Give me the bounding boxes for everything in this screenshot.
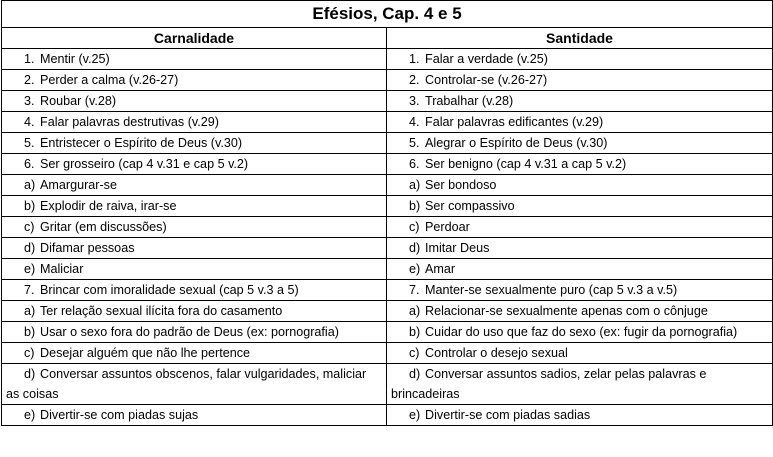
item-marker: d) [409,241,421,255]
item-text: Amargurar-se [40,178,117,192]
item-text: Roubar (v.28) [40,94,117,108]
santidade-cell [387,405,773,426]
table-title: Efésios, Cap. 4 e 5 [2,1,773,28]
table-row [2,322,773,343]
table-row [2,70,773,91]
item-text: Falar a verdade (v.25) [425,52,548,66]
item-text: Conversar assuntos sadios, zelar pelas palavras e brincadeiras [391,367,707,401]
item-marker: b) [24,325,36,339]
item-text: Alegrar o Espírito de Deus (v.30) [425,136,608,150]
santidade-cell [387,217,773,238]
item-marker: 7. [24,283,35,297]
item-text: Mentir (v.25) [40,52,110,66]
item-marker: 4. [24,115,35,129]
item-marker: d) [409,367,421,381]
item-marker: a) [409,304,421,318]
item-marker: e) [409,408,421,422]
item-text: Ser benigno (cap 4 v.31 a cap 5 v.2) [425,157,627,171]
item-marker: a) [409,178,421,192]
item-text: Gritar (em discussões) [40,220,167,234]
santidade-cell [387,133,773,154]
carnalidade-cell [2,91,387,112]
item-text: Usar o sexo fora do padrão de Deus (ex: pornografia) [40,325,339,339]
carnalidade-cell [2,49,387,70]
item-text: Amar [425,262,456,276]
santidade-cell [387,49,773,70]
carnalidade-cell [2,112,387,133]
item-text: Falar palavras edificantes (v.29) [425,115,604,129]
item-text: Entristecer o Espírito de Deus (v.30) [40,136,243,150]
item-text: Imitar Deus [425,241,490,255]
carnalidade-cell [2,217,387,238]
item-marker: b) [24,199,36,213]
item-marker: 2. [409,73,420,87]
item-text: Trabalhar (v.28) [425,94,514,108]
table-row [2,238,773,259]
table-row [2,91,773,112]
item-marker: b) [409,199,421,213]
item-text: Ser grosseiro (cap 4 v.31 e cap 5 v.2) [40,157,249,171]
carnalidade-cell [2,343,387,364]
santidade-cell [387,259,773,280]
santidade-cell [387,280,773,301]
carnalidade-cell [2,238,387,259]
santidade-cell [387,238,773,259]
item-marker: 3. [409,94,420,108]
santidade-cell [387,154,773,175]
item-text: Ter relação sexual ilícita fora do casamento [40,304,283,318]
santidade-cell [387,112,773,133]
item-text: Brincar com imoralidade sexual (cap 5 v.3 a 5) [40,283,299,297]
item-marker: b) [409,325,421,339]
item-marker: 5. [409,136,420,150]
comparison-table [1,0,773,426]
item-marker: 6. [409,157,420,171]
table-row [2,217,773,238]
item-marker: d) [24,241,36,255]
carnalidade-cell [2,301,387,322]
table-row [2,405,773,426]
item-marker: d) [24,367,36,381]
item-marker: c) [409,220,420,234]
carnalidade-cell [2,322,387,343]
carnalidade-cell [2,70,387,91]
santidade-cell [387,196,773,217]
table-row [2,280,773,301]
item-marker: 3. [24,94,35,108]
carnalidade-cell [2,259,387,280]
item-text: Maliciar [40,262,84,276]
santidade-cell [387,175,773,196]
item-marker: c) [24,346,35,360]
table-row [2,364,773,405]
carnalidade-cell [2,364,387,405]
item-text: Conversar assuntos obscenos, falar vulgaridades, maliciar as coisas [6,367,367,401]
item-text: Ser bondoso [425,178,497,192]
item-marker: c) [24,220,35,234]
item-marker: e) [24,408,36,422]
carnalidade-cell [2,280,387,301]
item-marker: 2. [24,73,35,87]
item-marker: 1. [24,52,35,66]
santidade-cell [387,301,773,322]
santidade-cell [387,70,773,91]
item-text: Falar palavras destrutivas (v.29) [40,115,219,129]
item-text: Perder a calma (v.26-27) [40,73,179,87]
item-text: Ser compassivo [425,199,515,213]
item-text: Divertir-se com piadas sujas [40,408,199,422]
carnalidade-cell [2,175,387,196]
table-row [2,175,773,196]
item-text: Controlar o desejo sexual [425,346,568,360]
item-marker: 1. [409,52,420,66]
item-marker: 7. [409,283,420,297]
item-text: Manter-se sexualmente puro (cap 5 v.3 a v.5) [425,283,678,297]
carnalidade-cell [2,196,387,217]
item-marker: 5. [24,136,35,150]
table-row [2,154,773,175]
item-marker: a) [24,304,36,318]
carnalidade-cell [2,405,387,426]
item-marker: a) [24,178,36,192]
santidade-cell [387,91,773,112]
santidade-cell [387,343,773,364]
item-marker: 4. [409,115,420,129]
table-row [2,133,773,154]
santidade-cell [387,322,773,343]
column-header-santidade: Santidade [387,28,773,49]
item-text: Desejar alguém que não lhe pertence [40,346,251,360]
item-marker: e) [24,262,36,276]
table-row [2,196,773,217]
carnalidade-cell [2,154,387,175]
item-text: Divertir-se com piadas sadias [425,408,591,422]
table-row [2,343,773,364]
item-text: Difamar pessoas [40,241,135,255]
item-marker: e) [409,262,421,276]
item-text: Cuidar do uso que faz do sexo (ex: fugir da pornografia) [425,325,738,339]
table-row [2,112,773,133]
item-marker: 6. [24,157,35,171]
item-text: Explodir de raiva, irar-se [40,199,177,213]
item-text: Perdoar [425,220,470,234]
item-marker: c) [409,346,420,360]
table-row [2,259,773,280]
item-text: Relacionar-se sexualmente apenas com o cônjuge [425,304,708,318]
carnalidade-cell [2,133,387,154]
item-text: Controlar-se (v.26-27) [425,73,548,87]
santidade-cell [387,364,773,405]
column-header-carnalidade: Carnalidade [2,28,387,49]
table-row [2,301,773,322]
table-row [2,49,773,70]
